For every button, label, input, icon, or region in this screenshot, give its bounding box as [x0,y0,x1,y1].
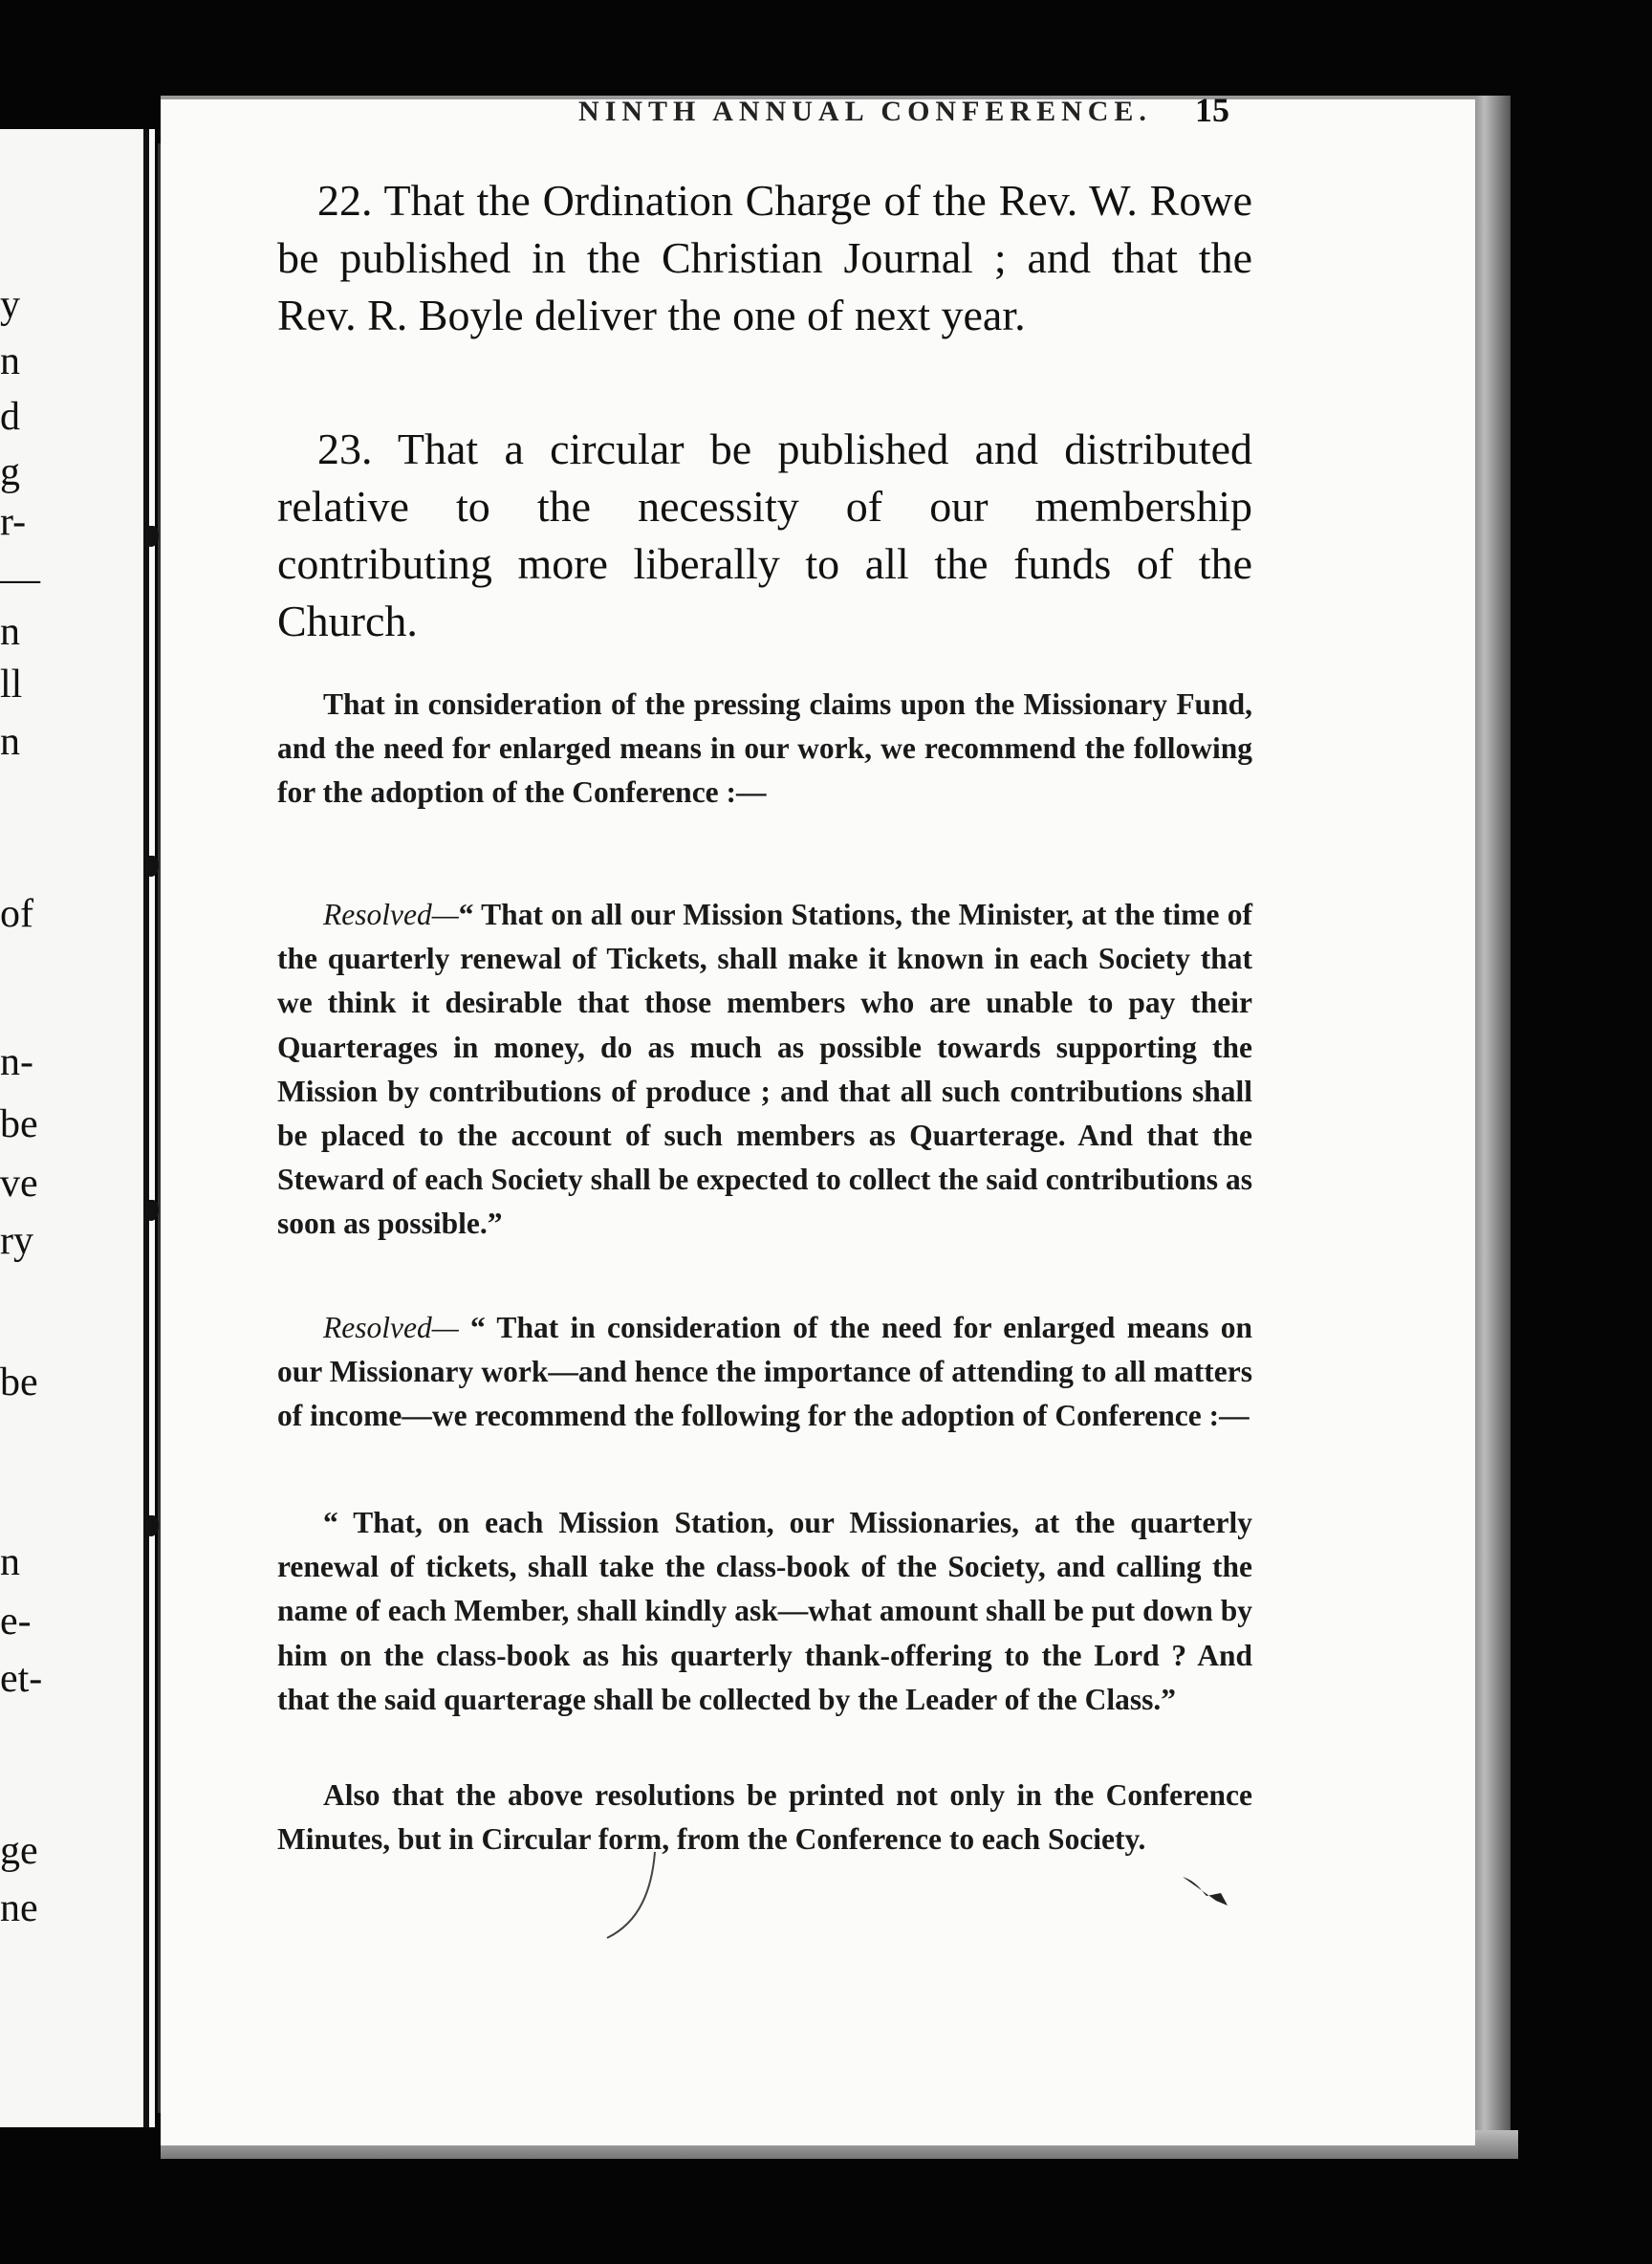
page-number: 15 [1195,96,1229,129]
resolution-1-text: “ That on all our Mission Stations, the Minister, at the time of the quarterly renewal of Tickets, shall make it known in each Society that we think it desirable that those members who are unable to pay their Quarterages in money, do as much as possible towards supporting the Mission by contributions of produce ; and that all such contributions shall be placed to the account of such members as Quarterage. And that the Steward of each Society shall be expected to collect the said contributions as soon as possible.” [277,898,1252,1241]
left-fragment: et- [0,1657,43,1701]
resolution-2 [277,1306,1252,1439]
quoted-recommendation [277,1501,1252,1722]
left-fragment: ll [0,663,23,707]
binding-stitch [143,1200,159,1221]
previous-page-edge [0,129,155,2127]
binding-stitch [143,1515,159,1536]
left-fragment: d [0,395,20,439]
left-fragment: n [0,339,20,383]
left-fragment: n- [0,1040,33,1084]
closing-text: Also that the above resolutions be printed not only in the Conference Minutes, but in Circular form, from the Conference to each Society. [277,1778,1252,1857]
running-head: NINTH ANNUAL CONFERENCE. [578,96,1152,127]
left-fragment: be [0,1102,38,1146]
quote-text: “ That, on each Mission Station, our Missionaries, at the quarterly renewal of tickets, shall take the class-book of the Society, and calling the name of each Member, shall kindly ask—what amount shall be put down by him on the class-book as his quarterly thank-offering to the Lord ? And that the said quarterage shall be collected by the Leader of the Class.” [277,1506,1252,1716]
binding-gutter [143,129,149,2127]
item-22 [277,172,1252,344]
left-fragment: n [0,610,20,654]
left-fragment: y [0,283,20,327]
item-23 [277,421,1252,650]
left-fragment: g [0,450,20,494]
left-fragment: ve [0,1162,38,1206]
resolution-1 [277,893,1252,1247]
left-fragment: — [0,557,40,601]
left-fragment: ge [0,1829,38,1873]
left-fragment: ne [0,1886,38,1930]
left-fragment: be [0,1361,38,1404]
left-fragment: n [0,1540,20,1584]
resolved-label: Resolved— [323,898,459,931]
left-fragment: ry [0,1219,33,1263]
closing-paragraph [277,1774,1252,1861]
pencil-stroke [602,1850,660,1941]
left-fragment: r- [0,500,27,544]
left-fragment: e- [0,1600,32,1644]
left-fragment: of [0,892,33,936]
intro-paragraph [277,683,1252,816]
resolved-label: Resolved— [323,1311,459,1344]
binding-stitch [143,526,159,547]
ink-mark [1178,1872,1235,1910]
item-23-text: 23. That a circular be published and distributed relative to the necessity of our membership contributing more liberally to all the funds of the Church. [277,424,1252,645]
intro-text: That in consideration of the pressing claims upon the Missionary Fund, and the need for enlarged means in our work, we recommend the following for the adoption of the Conference :— [277,687,1252,810]
left-fragment: n [0,720,20,764]
item-22-text: 22. That the Ordination Charge of the Rev. W. Rowe be published in the Christian Journal ; and that the Rev. R. Boyle deliver the one of next year. [277,176,1252,339]
resolution-2-text: “ That in consideration of the need for enlarged means on our Missionary work—and hence the importance of attending to all matters of income—we recommend the following for the adoption of Conference :— [277,1311,1252,1433]
binding-stitch [143,856,159,877]
